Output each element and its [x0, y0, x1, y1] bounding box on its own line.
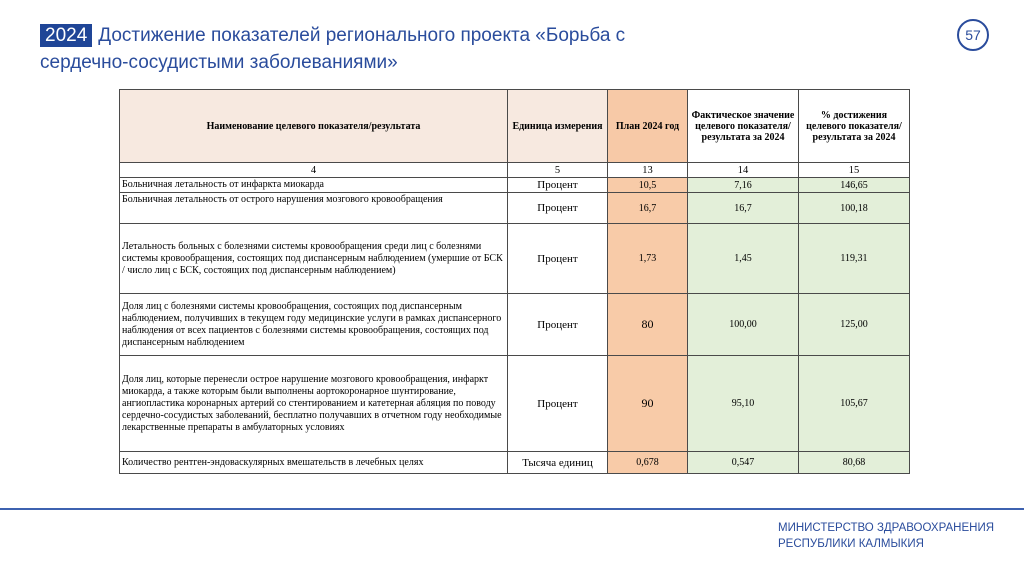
indicator-name: Доля лиц, которые перенесли острое нарушение мозгового кровообращения, инфаркт миокарда, а также которым были выполнены аортокоронарное шунтирование, ангиопластика коронарных артерий со стентированием и катетерная абляция по поводу сердечно-сосудистых заболеваний, бесплатно получавших в отчетном году необходимые лекарственные препараты в амбулаторных условиях	[120, 356, 508, 452]
table-row	[120, 193, 910, 224]
table-row	[120, 224, 910, 294]
table-row	[120, 356, 910, 452]
col-number: 13	[608, 163, 688, 178]
indicator-plan: 80	[608, 294, 688, 356]
table-row	[120, 294, 910, 356]
indicator-plan: 16,7	[608, 193, 688, 224]
indicator-unit: Процент	[508, 294, 608, 356]
page-number: 57	[957, 19, 989, 51]
indicator-fact: 7,16	[688, 178, 799, 193]
table-header-row	[120, 90, 910, 163]
indicator-name: Больничная летальность от острого нарушения мозгового кровообращения	[120, 193, 508, 224]
indicator-unit: Процент	[508, 193, 608, 224]
indicator-pct: 146,65	[799, 178, 910, 193]
indicator-unit: Тысяча единиц	[508, 452, 608, 474]
indicator-plan: 0,678	[608, 452, 688, 474]
indicator-pct: 125,00	[799, 294, 910, 356]
indicator-unit: Процент	[508, 178, 608, 193]
indicator-unit: Процент	[508, 356, 608, 452]
footer-divider	[0, 508, 1024, 510]
col-header-name: Наименование целевого показателя/результата	[120, 90, 508, 163]
indicator-fact: 0,547	[688, 452, 799, 474]
page-title	[40, 22, 640, 76]
indicator-pct: 105,67	[799, 356, 910, 452]
col-number: 5	[508, 163, 608, 178]
indicator-name: Количество рентген-эндоваскулярных вмешательств в лечебных целях	[120, 452, 508, 474]
column-number-row	[120, 163, 910, 178]
indicators-table	[119, 89, 910, 474]
table-row	[120, 178, 910, 193]
indicator-fact: 1,45	[688, 224, 799, 294]
col-header-plan: План 2024 год	[608, 90, 688, 163]
indicator-pct: 119,31	[799, 224, 910, 294]
indicator-pct: 100,18	[799, 193, 910, 224]
indicator-pct: 80,68	[799, 452, 910, 474]
ministry-label: МИНИСТЕРСТВО ЗДРАВООХРАНЕНИЯ РЕСПУБЛИКИ КАЛМЫКИЯ	[778, 522, 995, 550]
col-header-fact: Фактическое значение целевого показателя/результата за 2024	[688, 90, 799, 163]
col-number: 15	[799, 163, 910, 178]
indicator-name: Больничная летальность от инфаркта миокарда	[120, 178, 508, 193]
year-badge: 2024	[40, 24, 92, 47]
table-row	[120, 452, 910, 474]
col-number: 14	[688, 163, 799, 178]
col-number: 4	[120, 163, 508, 178]
indicator-plan: 10,5	[608, 178, 688, 193]
col-header-pct: % достижения целевого показателя/результата за 2024	[799, 90, 910, 163]
title-text: Достижение показателей регионального проекта «Борьба с сердечно-сосудистыми заболеваниями»	[40, 25, 626, 73]
indicator-plan: 1,73	[608, 224, 688, 294]
indicator-fact: 100,00	[688, 294, 799, 356]
indicator-fact: 16,7	[688, 193, 799, 224]
indicator-name: Летальность больных с болезнями системы кровообращения среди лиц с болезнями системы кровообращения, состоящих под диспансерным наблюдением (умершие от БСК / число лиц с БСК, состоящих под диспансерным наблюдением)	[120, 224, 508, 294]
indicator-unit: Процент	[508, 224, 608, 294]
indicator-plan: 90	[608, 356, 688, 452]
indicator-name: Доля лиц с болезнями системы кровообращения, состоящих под диспансерным наблюдением, получивших в текущем году медицинские услуги в рамках диспансерного наблюдения от всех пациентов с болезнями системы кровообращения, состоящих под диспансерным наблюдением	[120, 294, 508, 356]
col-header-unit: Единица измерения	[508, 90, 608, 163]
indicator-fact: 95,10	[688, 356, 799, 452]
